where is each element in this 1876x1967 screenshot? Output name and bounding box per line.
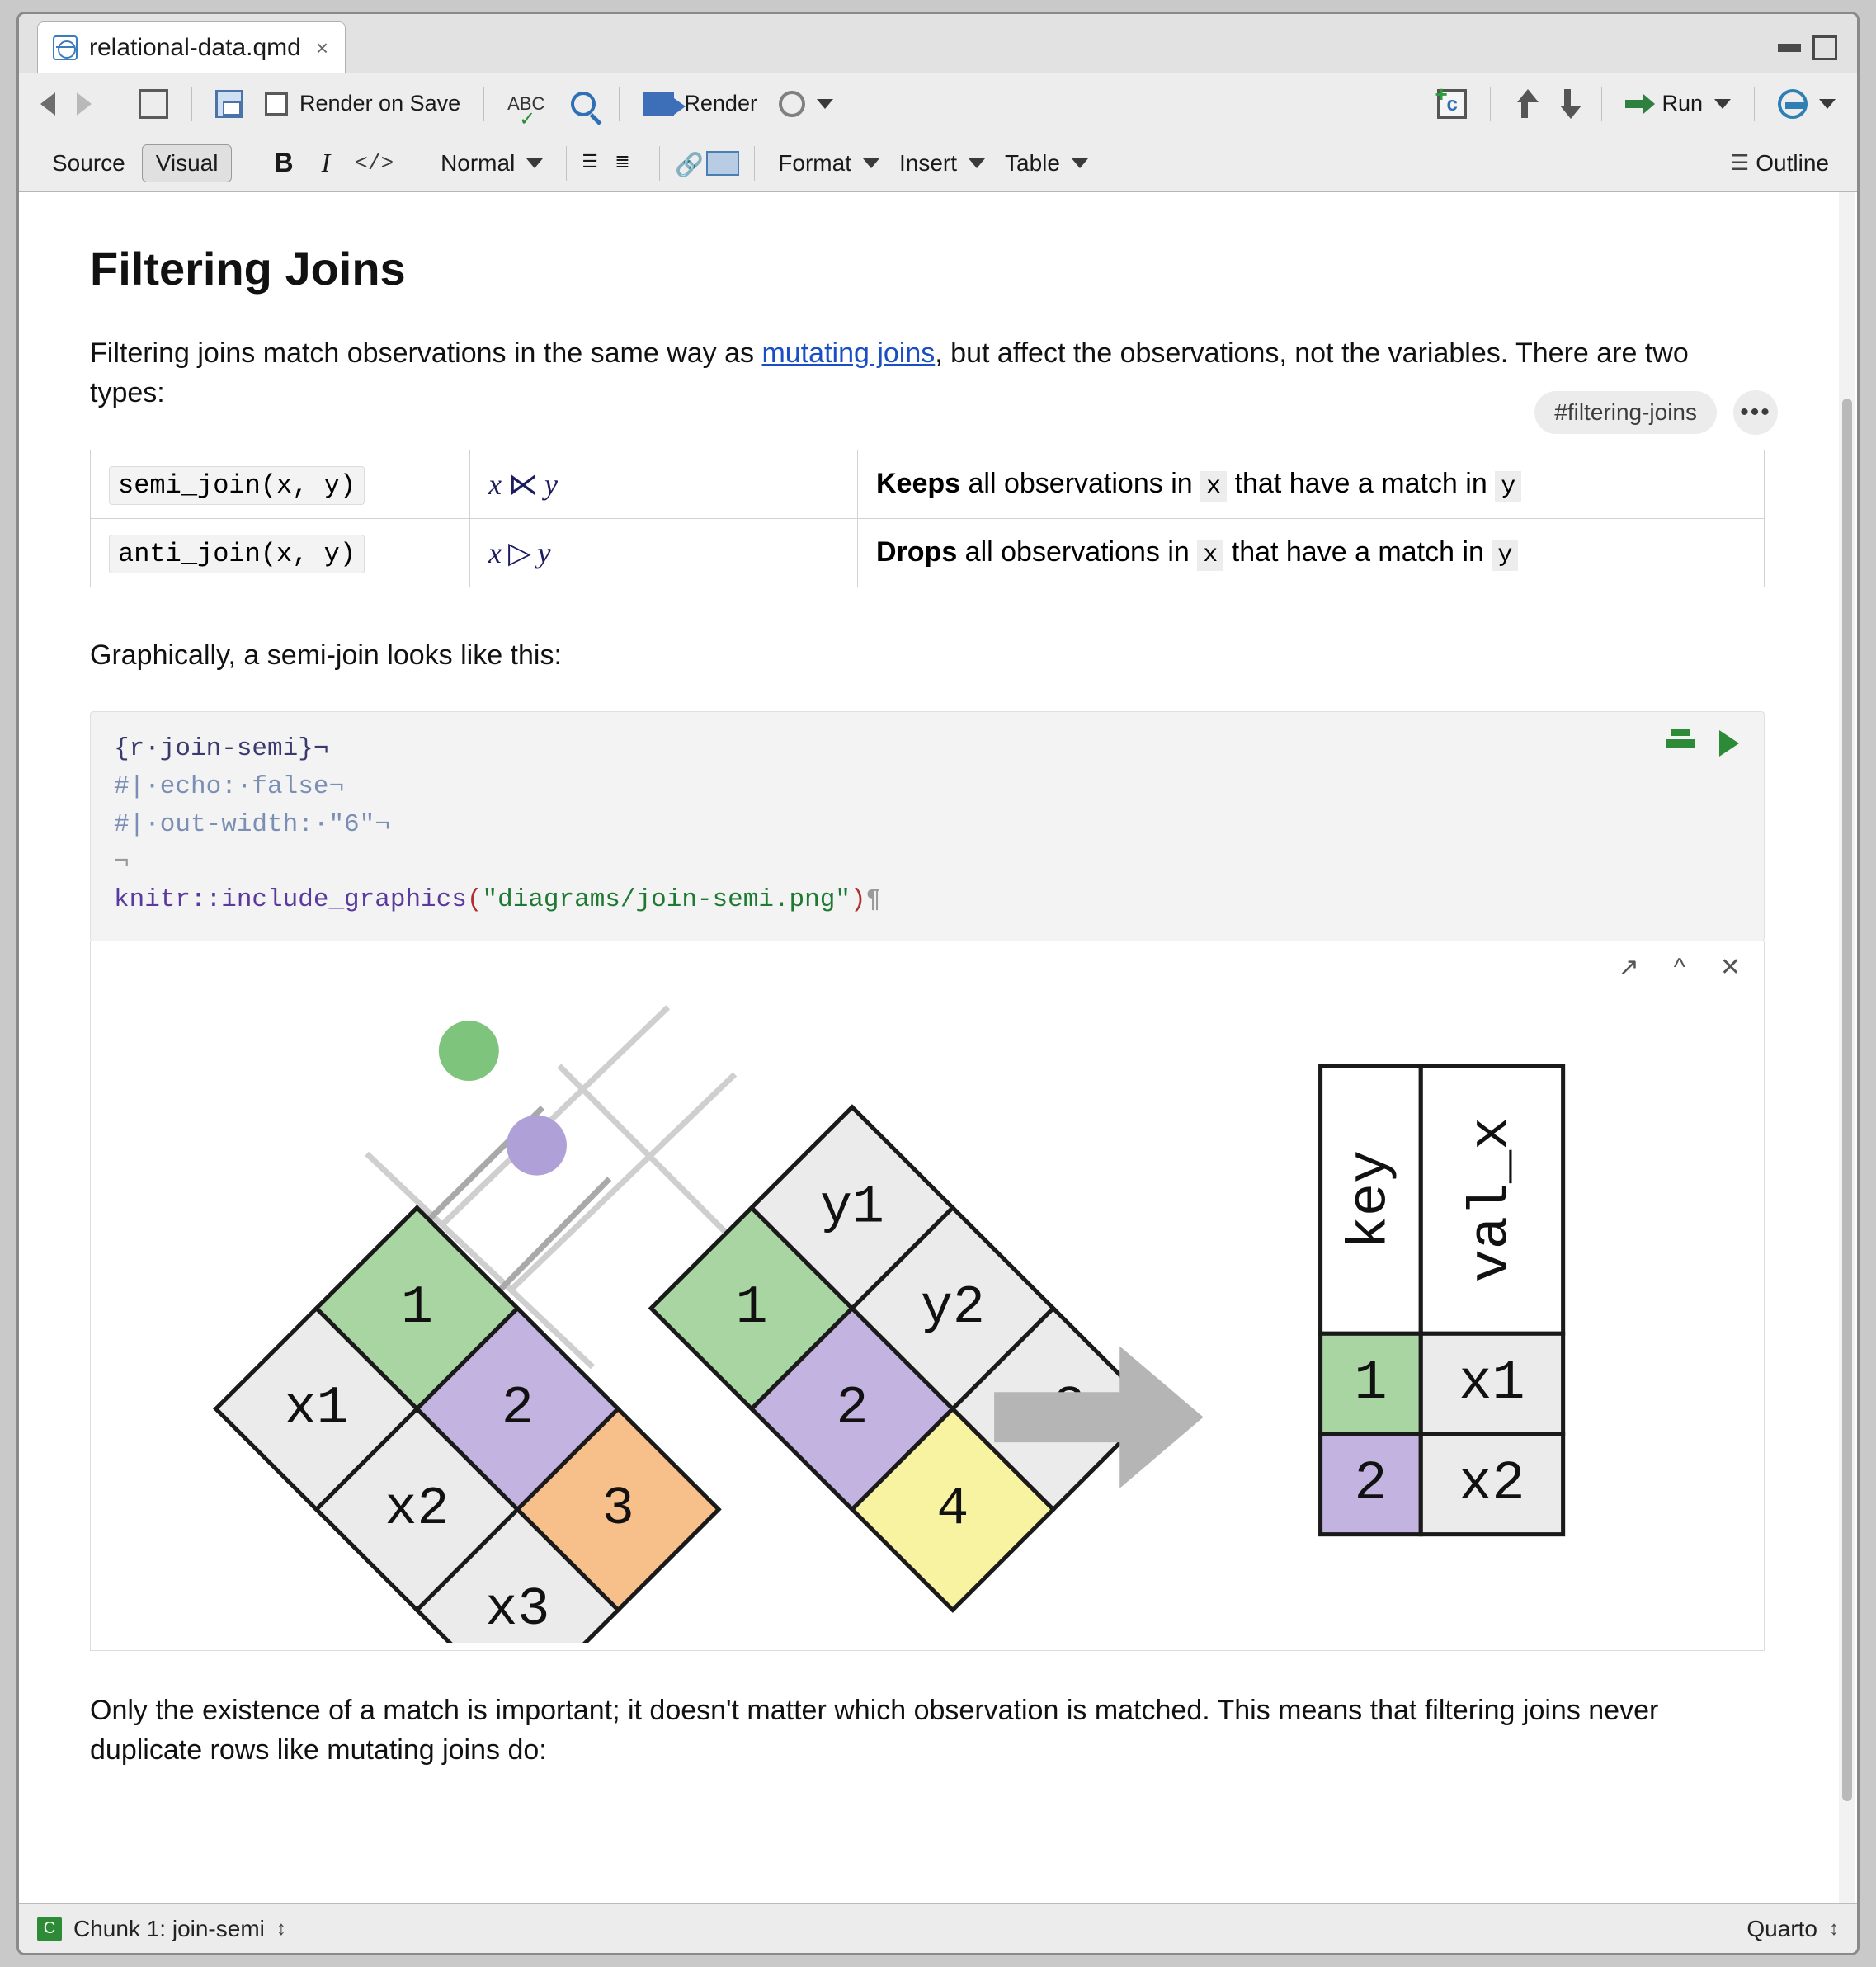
toolbar-divider xyxy=(754,146,755,181)
svg-text:2: 2 xyxy=(501,1379,534,1440)
toolbar-divider xyxy=(483,87,484,121)
svg-text:y2: y2 xyxy=(920,1278,985,1339)
abc-label: ABC xyxy=(507,92,545,114)
tab-source[interactable]: Source xyxy=(52,149,125,176)
drops-keyword: Drops xyxy=(876,535,958,568)
math-operator: ⋉ xyxy=(507,467,538,501)
save-button[interactable] xyxy=(209,87,250,121)
svg-text:x2: x2 xyxy=(384,1479,450,1540)
status-bar xyxy=(19,1903,1857,1953)
render-on-save-label: Render on Save xyxy=(299,91,461,116)
chunk-blank-line: ¬ xyxy=(114,847,130,877)
graphically-paragraph: Graphically, a semi-join looks like this: xyxy=(90,639,562,671)
popout-icon xyxy=(139,89,168,119)
heading-anchor-row xyxy=(1534,390,1778,435)
match-dot-green xyxy=(439,1021,499,1081)
more-options-icon[interactable]: ••• xyxy=(1733,390,1778,435)
var-x: x xyxy=(1200,471,1227,502)
show-in-new-window-button[interactable] xyxy=(132,86,175,122)
arrow-left-icon xyxy=(40,92,55,116)
quarto-file-icon xyxy=(53,35,78,60)
scrollbar-thumb[interactable] xyxy=(1842,399,1852,1801)
table-menu-label: Table xyxy=(1005,149,1060,176)
anti-join-code: anti_join(x, y) xyxy=(109,535,365,573)
chevron-down-icon xyxy=(526,158,543,168)
render-icon xyxy=(643,92,674,116)
code-button[interactable]: </> xyxy=(355,150,394,176)
checkbox-icon xyxy=(265,92,288,116)
match-dot-purple xyxy=(507,1116,567,1176)
desc-mid: all observations in xyxy=(960,467,1201,499)
toolbar-divider xyxy=(566,146,567,181)
chunk-stepper-icon[interactable]: ↕ xyxy=(276,1917,286,1940)
table-row xyxy=(91,450,1765,518)
tab-visual[interactable]: Visual xyxy=(142,144,233,182)
format-menu[interactable] xyxy=(770,150,888,177)
find-button[interactable] xyxy=(564,88,602,120)
chunk-header-line: {r·join-semi}¬ xyxy=(114,733,329,763)
chevron-down-icon xyxy=(969,158,985,168)
document-content[interactable] xyxy=(19,192,1839,1903)
svg-text:1: 1 xyxy=(400,1278,433,1339)
pilcrow-icon: ¶ xyxy=(865,885,882,915)
gear-icon xyxy=(779,91,805,117)
chevron-down-icon xyxy=(1072,158,1088,168)
main-toolbar xyxy=(19,73,1857,134)
title-bar xyxy=(19,14,1857,73)
code-chunk[interactable] xyxy=(90,711,1765,941)
table-cell-math xyxy=(470,518,858,587)
svg-text:val_x: val_x xyxy=(1460,1116,1524,1283)
svg-text:y1: y1 xyxy=(820,1177,884,1238)
render-button[interactable] xyxy=(636,87,764,120)
insert-menu-label: Insert xyxy=(898,149,958,176)
minimize-icon[interactable] xyxy=(1778,44,1801,52)
outline-icon: ☰ xyxy=(1729,150,1750,175)
intro-paragraph xyxy=(90,333,1765,413)
vertical-scrollbar[interactable] xyxy=(1839,192,1855,1903)
arrow-up-icon xyxy=(1514,89,1535,119)
editor-tab-relational-data[interactable] xyxy=(37,21,346,73)
math-right: y xyxy=(544,467,558,501)
output-actions xyxy=(1619,953,1741,982)
table-row xyxy=(91,518,1765,587)
bullet-list-icon[interactable]: ☰ xyxy=(582,150,599,172)
spellcheck-icon xyxy=(507,92,549,130)
svg-text:2: 2 xyxy=(836,1379,869,1440)
result-table xyxy=(1321,1066,1563,1535)
expand-output-icon[interactable]: ↗ xyxy=(1618,954,1639,982)
render-label: Render xyxy=(684,91,757,116)
toolbar-divider xyxy=(1754,87,1755,121)
spellcheck-button[interactable] xyxy=(501,92,556,130)
chunk-output xyxy=(90,941,1765,1651)
svg-text:4: 4 xyxy=(936,1479,969,1540)
toolbar-divider xyxy=(619,87,620,121)
tab-title: relational-data.qmd xyxy=(89,33,301,61)
desc-mid2: that have a match in xyxy=(1223,535,1492,568)
table-cell-code xyxy=(91,450,470,518)
semi-join-math xyxy=(488,468,558,501)
chunk-options-icon[interactable] xyxy=(1666,739,1695,748)
toolbar-divider xyxy=(659,146,660,181)
arrow-down-icon xyxy=(1557,89,1578,119)
format-toolbar xyxy=(19,134,1857,192)
chunk-function-name: knitr::include_graphics xyxy=(114,885,467,915)
document-mode-label[interactable]: Quarto xyxy=(1746,1915,1817,1941)
arrow-right-icon xyxy=(77,92,92,116)
revert-button[interactable] xyxy=(1771,86,1842,122)
heading-anchor-id[interactable]: #filtering-joins xyxy=(1534,391,1717,434)
format-menu-label: Format xyxy=(778,149,851,176)
chunk-letter-icon: c xyxy=(1446,92,1458,116)
var-x: x xyxy=(1197,540,1223,571)
table-cell-code xyxy=(91,518,470,587)
revert-icon xyxy=(1778,89,1808,119)
math-operator: ▷ xyxy=(507,535,531,569)
run-button[interactable] xyxy=(1619,87,1737,120)
check-icon: ✓ xyxy=(519,107,536,130)
semi-join-code: semi_join(x, y) xyxy=(109,466,365,505)
window-controls xyxy=(1778,35,1837,60)
paragraph-style-label: Normal xyxy=(441,149,516,176)
maximize-icon[interactable] xyxy=(1812,35,1837,60)
var-y: y xyxy=(1492,540,1518,571)
table-cell-description xyxy=(858,518,1765,587)
chunk-option-echo: #|·echo:·false¬ xyxy=(114,771,345,801)
collapse-output-icon[interactable]: ^ xyxy=(1673,953,1685,981)
svg-text:x2: x2 xyxy=(1459,1452,1525,1516)
desc-mid: all observations in xyxy=(957,535,1198,568)
close-output-icon[interactable]: ✕ xyxy=(1719,954,1741,982)
chunk-actions xyxy=(1666,730,1739,757)
math-left: x xyxy=(488,535,502,569)
intro-text-1: Filtering joins match observations in the same way as xyxy=(90,337,762,369)
table-cell-description xyxy=(858,450,1765,518)
toolbar-divider xyxy=(191,87,192,121)
italic-button[interactable]: I xyxy=(321,148,331,177)
table-cell-math xyxy=(470,450,858,518)
left-table xyxy=(216,1208,719,1643)
toolbar-divider xyxy=(1601,87,1602,121)
joins-table xyxy=(90,450,1765,587)
run-chunk-icon[interactable] xyxy=(1719,730,1739,757)
chunk-option-outwidth: #|·out-width:·"6"¬ xyxy=(114,809,390,839)
var-y: y xyxy=(1495,471,1521,502)
intro-text-2: , but affect the observations, not the variables. There are two types: xyxy=(90,337,1689,409)
document-area xyxy=(19,192,1857,1903)
svg-text:x3: x3 xyxy=(485,1579,550,1640)
insert-chunk-icon xyxy=(1435,81,1467,119)
outline-button[interactable] xyxy=(1722,150,1837,177)
link-icon[interactable]: 🔗 xyxy=(675,151,705,177)
run-label: Run xyxy=(1662,91,1703,116)
close-icon[interactable]: × xyxy=(315,35,329,60)
anti-join-math xyxy=(488,536,551,569)
page-title: Filtering Joins xyxy=(90,243,406,295)
forward-button[interactable] xyxy=(70,89,98,119)
chunk-open-paren: ( xyxy=(466,885,483,915)
chunk-string-arg: "diagrams/join-semi.png" xyxy=(482,885,851,915)
insert-menu[interactable] xyxy=(891,150,993,177)
math-left: x xyxy=(488,467,502,501)
semi-join-diagram xyxy=(91,991,1764,1643)
insert-chunk-button[interactable] xyxy=(1431,81,1473,122)
closing-paragraph: Only the existence of a match is important; it doesn't matter which observation is matched. This means that filtering joins never duplicate rows like mutating joins do: xyxy=(90,1695,1659,1767)
mode-stepper-icon[interactable]: ↕ xyxy=(1829,1917,1839,1940)
numbered-list-icon[interactable]: ≣ xyxy=(615,150,630,172)
search-icon xyxy=(571,92,596,116)
chevron-down-icon xyxy=(1819,99,1836,109)
desc-mid2: that have a match in xyxy=(1227,467,1496,499)
toolbar-divider xyxy=(1490,87,1491,121)
svg-text:key: key xyxy=(1339,1149,1402,1250)
chevron-down-icon xyxy=(863,158,879,168)
chunk-close-paren: ) xyxy=(850,885,866,915)
settings-button[interactable] xyxy=(772,87,840,120)
svg-text:1: 1 xyxy=(1354,1352,1388,1416)
save-icon xyxy=(215,90,243,118)
chunk-badge-icon: C xyxy=(37,1917,62,1941)
keeps-keyword: Keeps xyxy=(876,467,961,499)
chevron-down-icon xyxy=(1714,99,1731,109)
outline-label: Outline xyxy=(1756,149,1829,176)
right-table xyxy=(651,1107,1153,1610)
svg-text:x1: x1 xyxy=(284,1379,349,1440)
svg-text:x1: x1 xyxy=(1459,1352,1525,1416)
svg-text:2: 2 xyxy=(1354,1452,1388,1516)
math-right: y xyxy=(537,535,551,569)
next-chunk-button[interactable] xyxy=(1550,86,1585,122)
render-on-save-checkbox[interactable] xyxy=(258,87,467,120)
bold-button[interactable]: B xyxy=(274,148,294,177)
mutating-joins-link[interactable]: mutating joins xyxy=(761,337,936,369)
chevron-down-icon xyxy=(817,99,833,109)
plus-icon: + xyxy=(1435,81,1448,106)
table-menu[interactable] xyxy=(997,150,1096,177)
rstudio-window xyxy=(16,12,1860,1955)
back-button[interactable] xyxy=(34,89,62,119)
paragraph-style-dropdown[interactable] xyxy=(432,150,551,177)
chunk-code xyxy=(114,730,1741,919)
image-icon[interactable] xyxy=(706,151,739,176)
svg-text:3: 3 xyxy=(601,1479,634,1540)
svg-text:1: 1 xyxy=(735,1278,768,1339)
previous-chunk-button[interactable] xyxy=(1507,86,1542,122)
current-chunk-label[interactable]: Chunk 1: join-semi xyxy=(73,1915,265,1941)
run-icon xyxy=(1625,93,1655,115)
